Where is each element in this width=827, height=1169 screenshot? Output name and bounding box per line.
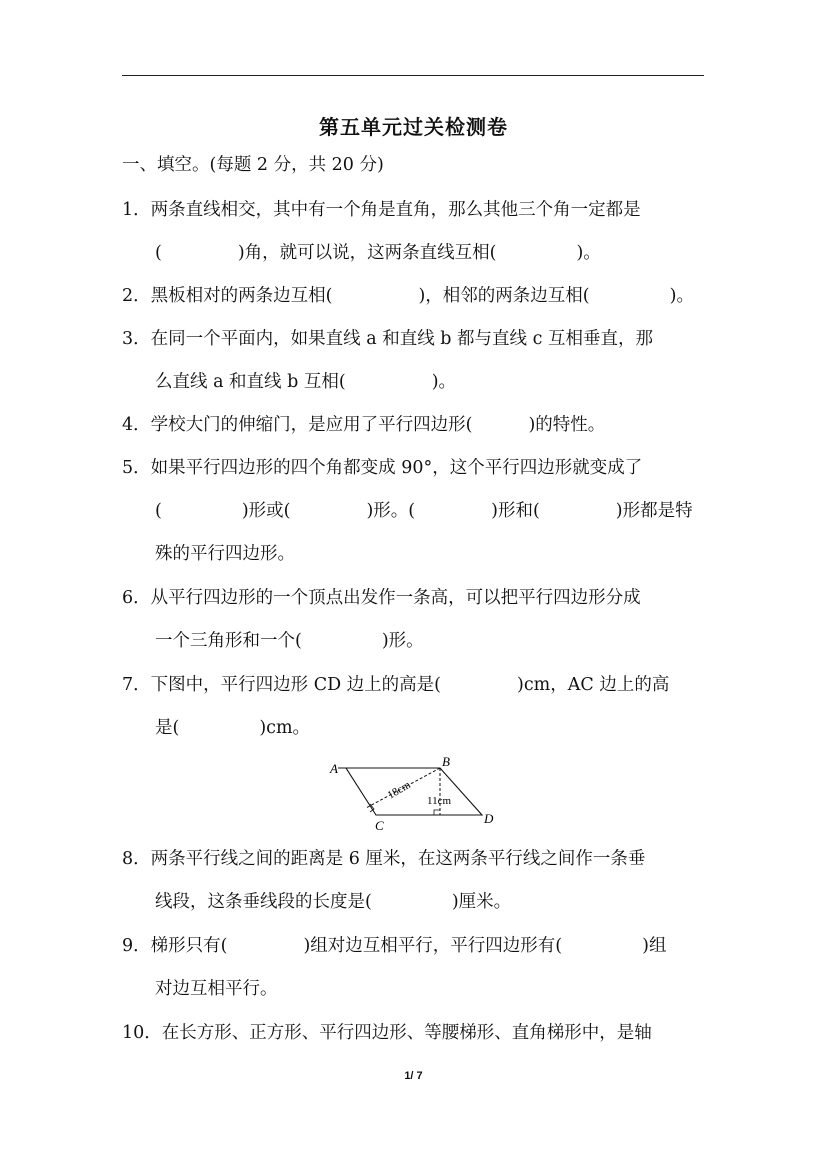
q4-line: 4．学校大门的伸缩门，是应用了平行四边形( )的特性。: [122, 415, 606, 435]
page-title: 第五单元过关检测卷: [319, 115, 508, 139]
height-ac-length: 18cm: [385, 778, 413, 802]
q9-line-2: 对边互相平行。: [155, 979, 278, 999]
vertex-d-label: D: [484, 811, 494, 826]
header-rule: [122, 75, 704, 76]
right-angle-mark: [434, 810, 440, 815]
q1-line-2: ( )角，就可以说，这两条直线互相( )。: [155, 243, 601, 263]
q7-line-1: 7．下图中，平行四边形 CD 边上的高是( )cm，AC 边上的高: [122, 675, 670, 695]
q6-line-1: 6．从平行四边形的一个顶点出发作一条高，可以把平行四边形分成: [122, 588, 641, 608]
q5-line-1: 5．如果平行四边形的四个角都变成 90°，这个平行四边形就变成了: [122, 458, 643, 478]
section-heading: 一、填空。(每题 2 分，共 20 分): [122, 155, 384, 175]
parallelogram-figure: [328, 754, 504, 832]
q10-line-1: 10．在长方形、正方形、平行四边形、等腰梯形、直角梯形中，是轴: [122, 1023, 652, 1043]
vertex-c-label: C: [375, 818, 384, 832]
q3-line-1: 3．在同一个平面内，如果直线 a 和直线 b 都与直线 c 互相垂直，那: [122, 329, 653, 349]
q3-line-2: 么直线 a 和直线 b 互相( )。: [155, 372, 457, 392]
page-number: 1/ 7: [404, 1070, 423, 1082]
height-cd-length: 11cm: [427, 795, 452, 807]
vertex-b-label: B: [442, 754, 450, 769]
parallelogram-shape: [346, 768, 482, 815]
q5-line-2: ( )形或( )形。( )形和( )形都是特: [155, 501, 693, 521]
q9-line-1: 9．梯形只有( )组对边互相平行，平行四边形有( )组: [122, 936, 667, 956]
q2-line: 2．黑板相对的两条边互相( )，相邻的两条边互相( )。: [122, 286, 694, 306]
q8-line-2: 线段，这条垂线段的长度是( )厘米。: [155, 892, 512, 912]
vertex-a-label: A: [330, 761, 338, 776]
q1-line-1: 1．两条直线相交，其中有一个角是直角，那么其他三个角一定都是: [122, 200, 641, 220]
q7-line-2: 是( )cm。: [155, 718, 311, 738]
q8-line-1: 8．两条平行线之间的距离是 6 厘米，在这两条平行线之间作一条垂: [122, 849, 646, 869]
q5-line-3: 殊的平行四边形。: [155, 544, 295, 564]
q6-line-2: 一个三角形和一个( )形。: [155, 631, 424, 651]
